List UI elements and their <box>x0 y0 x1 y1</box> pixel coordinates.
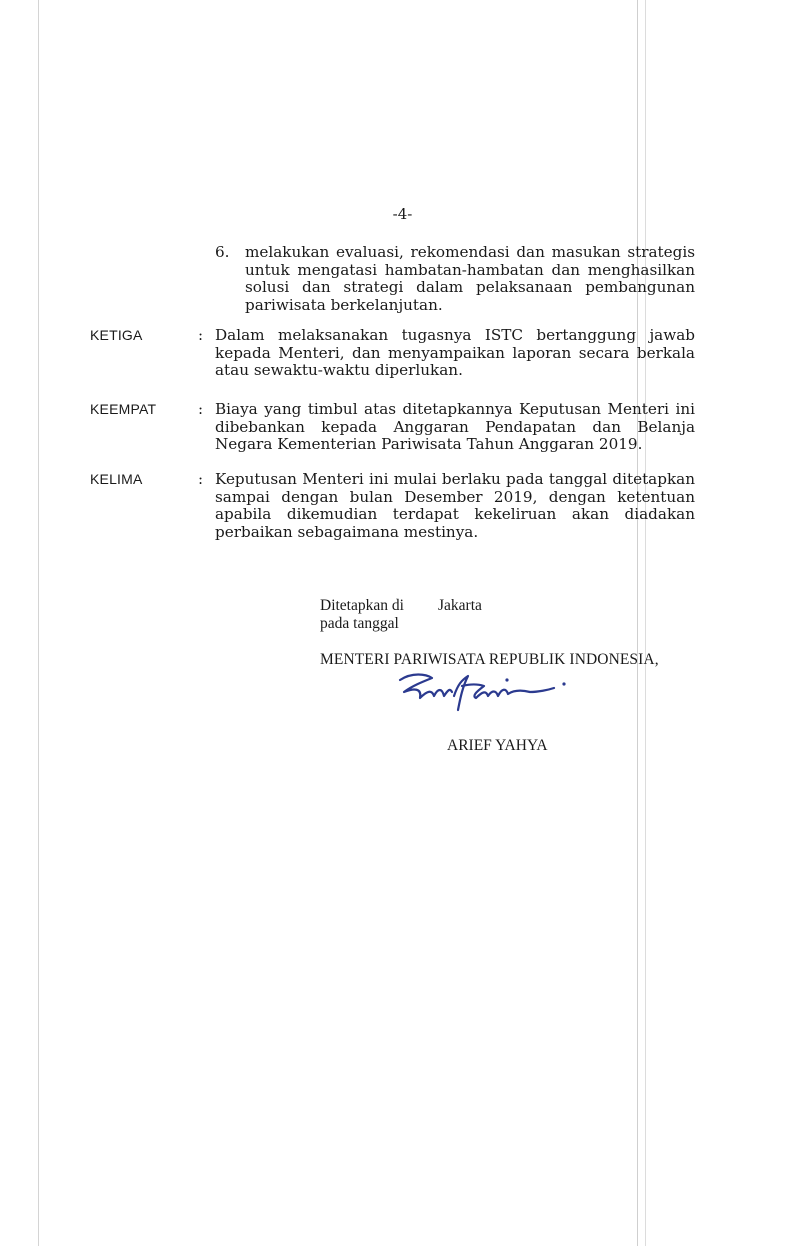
clause-keempat <box>90 401 695 454</box>
list-item-text: melakukan evaluasi, rekomendasi dan masukan strategis untuk mengatasi hambatan-hambatan dan menghasilkan solusi dan strategi dalam pelaksanaan pembangunan pariwisata berkelanjutan. <box>245 243 695 314</box>
handwritten-signature <box>392 666 572 716</box>
sign-date-label: pada tanggal <box>320 615 399 632</box>
clause-colon: : <box>198 470 204 488</box>
clause-text: Keputusan Menteri ini mulai berlaku pada tanggal ditetapkan sampai dengan bulan Desember 2019, dengan ketentuan apabila dikemudian terdapat kekeliruan akan diadakan perbaikan sebagaimana mestinya. <box>215 470 695 541</box>
clause-colon: : <box>198 400 204 418</box>
clause-label: KEEMPAT <box>90 401 157 417</box>
clause-kelima <box>90 471 695 541</box>
clause-label: KETIGA <box>90 327 143 343</box>
clause-text: Biaya yang timbul atas ditetapkannya Keputusan Menteri ini dibebankan kepada Anggaran Pendapatan dan Belanja Negara Kementerian Pariwisata Tahun Anggaran 2019. <box>215 400 695 453</box>
scan-edge-left <box>38 0 39 1246</box>
signer-name: ARIEF YAHYA <box>447 737 548 754</box>
list-item-number: 6. <box>215 243 230 261</box>
sign-place-label: Ditetapkan di <box>320 597 404 614</box>
clause-label: KELIMA <box>90 471 143 487</box>
list-item <box>215 244 695 314</box>
signatory-title: MENTERI PARIWISATA REPUBLIK INDONESIA, <box>320 651 659 668</box>
clause-colon: : <box>198 326 204 344</box>
clause-ketiga <box>90 327 695 380</box>
clause-text: Dalam melaksanakan tugasnya ISTC bertanggung jawab kepada Menteri, dan menyampaikan laporan secara berkala atau sewaktu-waktu diperlukan. <box>215 326 695 379</box>
scan-fold-line <box>637 0 638 1246</box>
scan-fold-line-secondary <box>645 0 646 1246</box>
page-number: -4- <box>392 205 413 223</box>
sign-place-value: Jakarta <box>438 597 482 614</box>
